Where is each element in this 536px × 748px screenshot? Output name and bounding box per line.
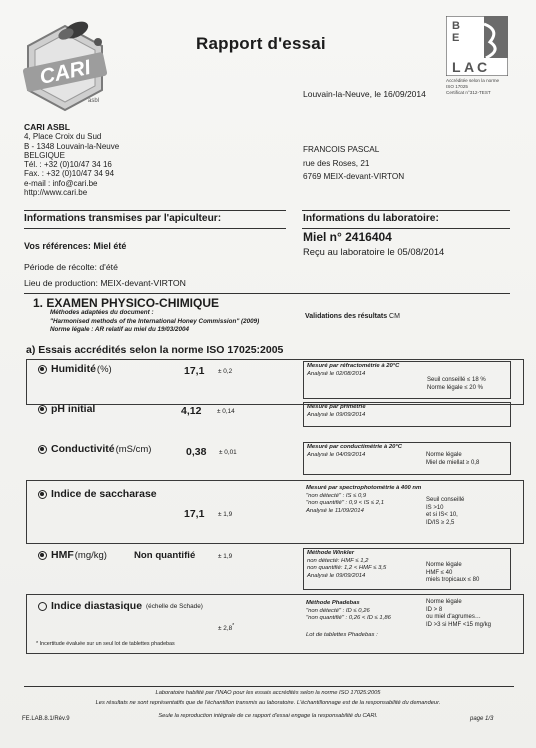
- production-place: Lieu de production: MEIX-devant-VIRTON: [24, 278, 186, 288]
- test-uncertainty: ± 0,2: [218, 368, 233, 375]
- radio-checked-icon: [38, 405, 47, 414]
- test-value: 17,1: [184, 508, 205, 520]
- test-name-hmf: HMF (mg/kg): [38, 549, 107, 561]
- validation-label: Validations des résultats CM: [305, 313, 400, 320]
- sample-number: Miel n° 2416404: [303, 230, 392, 244]
- norm-note: Norme légale HMF ≤ 40 miels tropicaux ≤ 80: [426, 562, 480, 583]
- test-value: Non quantifié: [134, 550, 196, 561]
- svg-text:CARI: CARI: [37, 55, 93, 90]
- test-name-diastasique: Indice diastasique (échelle de Schade): [38, 600, 203, 612]
- report-title: Rapport d'essai: [196, 34, 326, 53]
- report-date: Louvain-la-Neuve, le 16/09/2014: [303, 89, 426, 99]
- footnote: * Incertitude évaluée sur un seul lot de tablettes phadebas: [36, 641, 175, 647]
- lab-email: e-mail : info@cari.be: [24, 178, 98, 188]
- lab-info-heading: Informations du laboratoire:: [303, 213, 439, 224]
- test-value: 0,38: [186, 446, 207, 458]
- test-value: 4,12: [181, 405, 202, 417]
- radio-unchecked-icon: [38, 602, 47, 611]
- test-uncertainty: ± 2,8*: [218, 623, 235, 633]
- test-value: 17,1: [184, 365, 205, 377]
- beekeeper-info-heading: Informations transmises par l'apiculteur:: [24, 213, 222, 224]
- test-uncertainty: ± 0,14: [217, 408, 235, 415]
- test-name-humidite: Humidité (%): [38, 363, 112, 375]
- harvest-period: Période de récolte: d'été: [24, 262, 118, 272]
- radio-checked-icon: [38, 490, 47, 499]
- norm-note: Seuil conseillé ≤ 18 % Norme légale ≤ 20 %: [427, 377, 486, 391]
- belac-letter: E: [452, 32, 460, 44]
- lab-name: CARI ASBL: [24, 122, 70, 132]
- method-box: Méthode Winkler non détecté: HMF ≤ 1,2 non quantifié: 1,2 < HMF ≤ 3,5 Analysé le 09/09/2014: [303, 548, 511, 590]
- test-uncertainty: ± 1,9: [218, 553, 233, 560]
- lab-address: CARI ASBL 4, Place Croix du Sud B - 1348 Louvain-la-Neuve BELGIQUE Tél. : +32 (0)10/47 34 16 Fax. : +32 (0)10/47 34 94 e-mail : info@cari.be http://www.cari.be: [24, 122, 120, 198]
- norm-note: Norme légale ID > 8 ou miel d'agrumes… ID >3 si HMF <15 mg/kg: [426, 599, 492, 628]
- method-box: Méthode Phadebas "non détecté" : ID ≤ 0,26 "non quantifié" : 0,26 < ID ≤ 1,86 Lot de tablettes Phadebas :: [306, 600, 391, 638]
- method-box: Mesuré par réfractométrie à 20°C Analysé le 02/08/2014: [303, 361, 511, 399]
- test-uncertainty: ± 0,01: [219, 449, 237, 456]
- belac-letter: A: [464, 59, 475, 75]
- page-number: page 1/3: [470, 716, 494, 722]
- methods-note: Méthodes adaptées du document : "Harmonised methods of the International Honey Commission" (2009) Norme légale : AR relatif au miel du 19/03/2004: [50, 309, 260, 333]
- divider: [24, 293, 510, 294]
- accredited-tests-title: a) Essais accrédités selon la norme ISO 17025:2005: [26, 344, 284, 356]
- section-title: 1. EXAMEN PHYSICO-CHIMIQUE: [33, 296, 220, 310]
- divider: [24, 228, 286, 229]
- validation-value: CM: [389, 313, 400, 320]
- belac-letter: C: [477, 59, 488, 75]
- divider: [24, 686, 514, 687]
- test-name-ph: pH initial: [38, 403, 95, 415]
- recipient-address: FRANCOIS PASCAL rue des Roses, 21 6769 MEIX-devant-VIRTON: [303, 145, 405, 181]
- radio-checked-icon: [38, 551, 47, 560]
- method-box: Mesuré par spectrophotométrie à 400 nm "non détecté" : IS ≤ 0,9 "non quantifié" : 0,9 < IS ≤ 2,1 Analysé le 11/09/2014: [306, 485, 422, 514]
- svg-text:asbl: asbl: [88, 98, 100, 104]
- belac-letter: B: [452, 20, 460, 32]
- radio-checked-icon: [38, 445, 47, 454]
- footer-disclaimer: Laboratoire habilité par l'INAO pour les essais accrédités selon la norme ISO 17025:2005 Les résultats ne sont représentatifs que de l'échantillon transmis au laboratoire. L'échantillonnage est de la responsabilité du demandeur.: [95, 690, 441, 706]
- footer-reproduction: Seule la reproduction intégrale de ce rapport d'essai engage la responsabilité du CARI.: [158, 713, 378, 719]
- method-box: Mesuré par conductimétrie à 20°C Analysé le 04/09/2014: [303, 442, 511, 475]
- norm-note: Seuil conseillé IS >10 et si IS< 10, ID/IS ≥ 2,5: [426, 497, 465, 526]
- belac-letter: L: [452, 59, 461, 75]
- test-uncertainty: ± 1,9: [218, 511, 233, 518]
- belac-logo: [446, 16, 508, 76]
- test-name-saccharase: Indice de saccharase: [38, 488, 157, 500]
- belac-accreditation: Accréditée selon la norme ISO 17025 Certificat n°312-TEST: [446, 78, 500, 95]
- document-reference: FE.LAB.8.1/Rév.9: [22, 716, 70, 722]
- divider: [24, 210, 286, 211]
- cari-logo: [22, 12, 108, 116]
- lab-website: http://www.cari.be: [24, 188, 88, 198]
- divider: [302, 228, 510, 229]
- test-name-conductivite: Conductivité (mS/cm): [38, 443, 151, 455]
- divider: [302, 210, 510, 211]
- received-date: Reçu au laboratoire le 05/08/2014: [303, 246, 445, 257]
- beekeeper-refs: Vos références: Miel été: [24, 241, 127, 251]
- norm-note: Norme légale Miel de miellat ≥ 0,8: [426, 452, 480, 466]
- method-box: Mesuré par pHmétrie Analysé le 09/09/2014: [303, 402, 511, 427]
- radio-checked-icon: [38, 365, 47, 374]
